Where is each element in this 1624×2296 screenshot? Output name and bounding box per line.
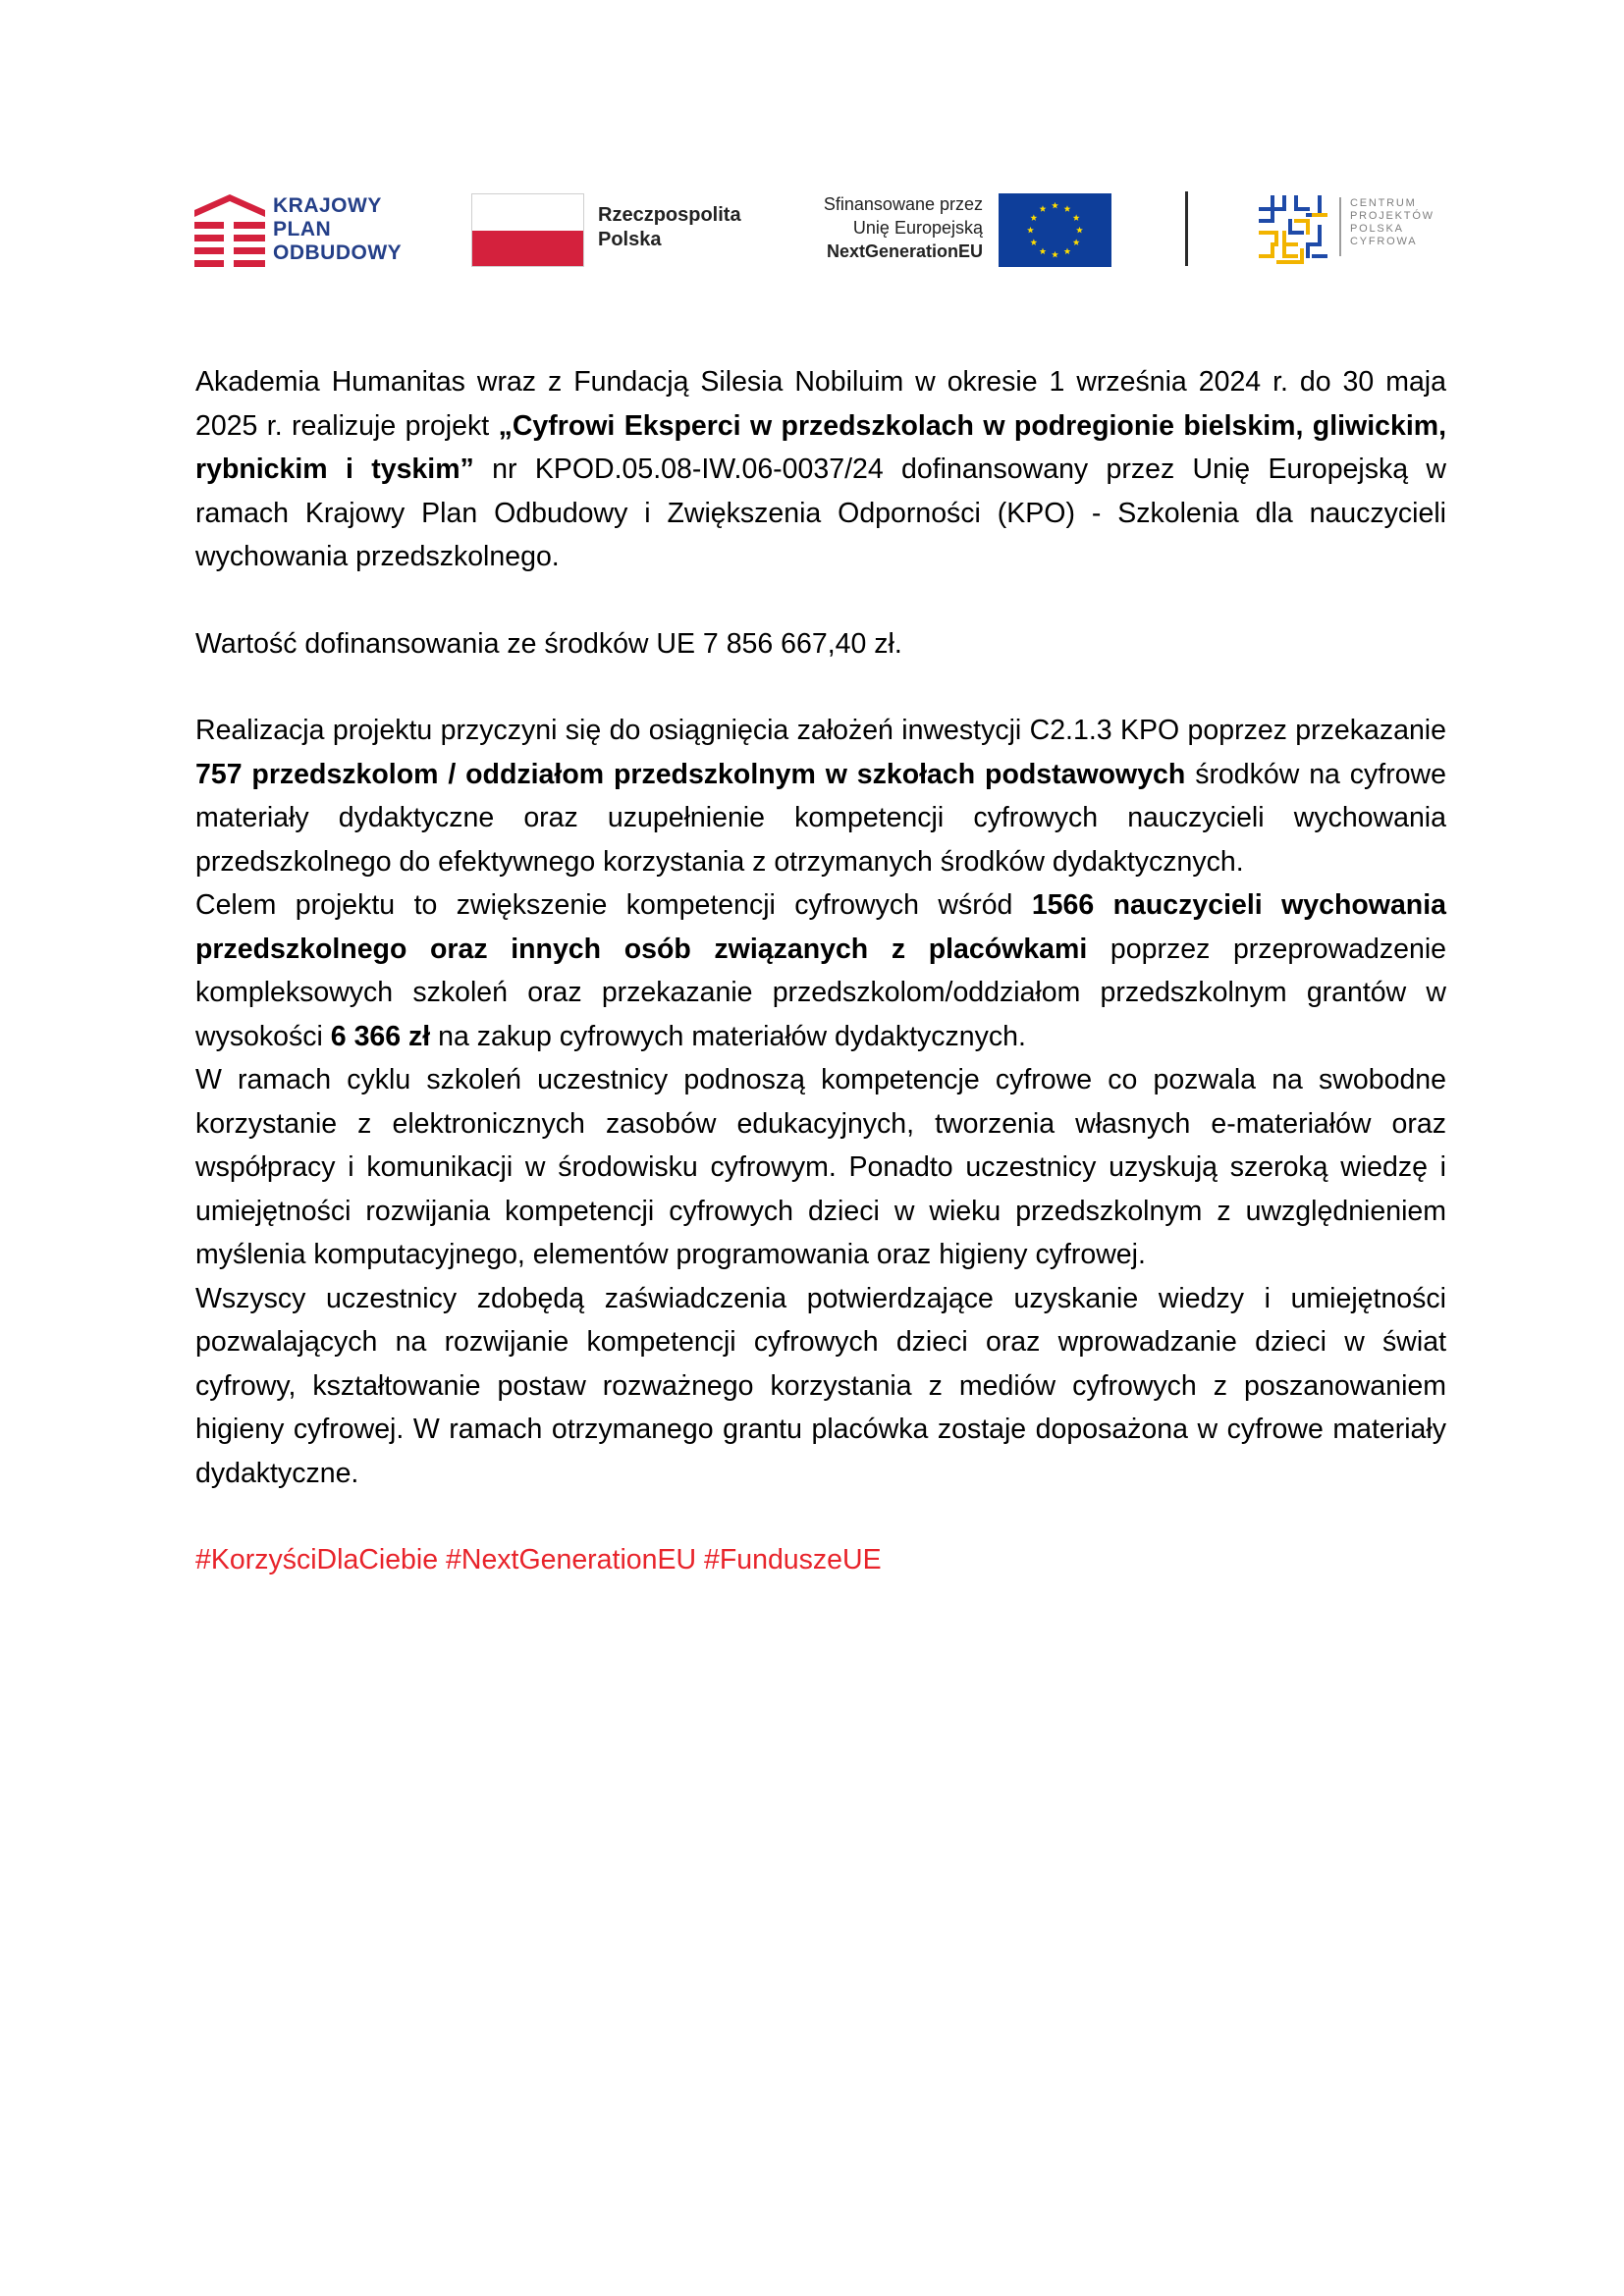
- paragraph-project-intro: [195, 360, 1446, 579]
- paragraph-certificates: Wszyscy uczestnicy zdobędą zaświadczenia potwierdzające uzyskanie wiedzy i umiejętności pozwalających na rozwijanie kompetencji cyfrowych dzieci oraz wprowadzanie dzieci w świat cyfrowy, kształtowanie postaw rozważnego korzystania z mediów cyfrowych z poszanowaniem higieny cyfrowej. W ramach otrzymanego grantu placówka zostaje doposażona w cyfrowe materiały dydaktyczne.: [195, 1282, 1446, 1489]
- project-title: „Cyfrowi Eksperci w przedszkolach w podregionie bielskim, gliwickim, rybnickim i tyskim”: [195, 409, 1447, 485]
- eu-line-3: NextGenerationEU: [826, 241, 983, 261]
- eu-funding-logo: [803, 188, 1122, 277]
- kpo-emblem-icon: [194, 192, 265, 267]
- impact-text-2: środków na cyfrowe materiały dydaktyczne oraz uzupełnienie kompetencji cyfrowych nauczycieli wychowania przedszkolnego do efektywnego korzystania z otrzymanych środków dydaktycznych.: [195, 758, 1446, 878]
- logo-strip: [191, 188, 1443, 277]
- cppc-line-2: PROJEKTÓW: [1350, 210, 1435, 222]
- kpo-line-2: PLAN: [273, 218, 332, 240]
- goal-text-2: poprzez przeprowadzenie kompleksowych szkoleń oraz przekazanie przedszkolom/oddziałom przedszkolnym grantów w wysokości: [195, 933, 1446, 1052]
- kpo-logo: [191, 188, 427, 277]
- cppc-line-4: CYFROWA: [1350, 236, 1418, 247]
- paragraph-training-cycle: W ramach cyklu szkoleń uczestnicy podnoszą kompetencje cyfrowe co pozwala na swobodne korzystanie z elektronicznych zasobów edukacyjnych, tworzenia własnych e-materiałów oraz współpracy i komunikacji w środowisku cyfrowym. Ponadto uczestnicy uzyskują szeroką wiedzę i umiejętności rozwijania kompetencji cyfrowych dzieci w wieku przedszkolnym z uwzględnieniem myślenia komputacyjnego, elementów programowania oraz higieny cyfrowej.: [195, 1064, 1446, 1270]
- eu-flag-icon: [999, 193, 1111, 267]
- rzeczpospolita-logo: [471, 188, 756, 277]
- cppc-line-3: POLSKA: [1350, 223, 1404, 235]
- cppc-separator: [1339, 197, 1341, 256]
- eu-line-1: Sfinansowane przez: [823, 194, 983, 214]
- intro-text-2: nr KPOD.05.08-IW.06-0037/24 dofinansowany przez Unię Europejską w ramach Krajowy Plan Odbudowy i Zwiększenia Odporności (KPO) - Szkolenia dla nauczycieli wychowania przedszkolnego.: [195, 454, 1446, 572]
- goal-text-1: Celem projektu to zwiększenie kompetencji cyfrowych wśród: [195, 889, 1032, 921]
- impact-text-1: Realizacja projektu przyczyni się do osiągnięcia założeń inwestycji C2.1.3 KPO poprzez przekazanie: [195, 715, 1446, 746]
- grant-amount: 6 366 zł: [330, 1020, 431, 1052]
- hashtags: #KorzyściDlaCiebie #NextGenerationEU #FunduszeUE: [195, 1544, 882, 1575]
- goal-text-3: na zakup cyfrowych materiałów dydaktycznych.: [430, 1020, 1026, 1052]
- teacher-count: 1566 nauczycieli wychowania przedszkolnego oraz innych osób związanych z placówkami: [195, 889, 1446, 965]
- intro-text-1: Akademia Humanitas wraz z Fundacją Silesia Nobiluim w okresie 1 września 2024 r. do 30 maja 2025 r. realizuje projekt: [195, 366, 1446, 442]
- preschool-count: 757 przedszkolom / oddziałom przedszkolnym w szkołach podstawowych: [195, 758, 1186, 790]
- document-body: [195, 360, 1446, 1582]
- polish-flag-icon: [471, 193, 584, 267]
- paragraph-project-goal: [195, 883, 1446, 1058]
- rp-line-2: Polska: [598, 229, 662, 250]
- cppc-logo: [1255, 188, 1443, 277]
- cppc-line-1: CENTRUM: [1350, 197, 1417, 209]
- paragraph-project-impact: [195, 709, 1446, 883]
- paragraph-funding-value: Wartość dofinansowania ze środków UE 7 856 667,40 zł.: [195, 627, 902, 660]
- rp-line-1: Rzeczpospolita: [598, 204, 741, 226]
- eu-line-2: Unię Europejską: [852, 218, 983, 238]
- kpo-line-3: ODBUDOWY: [273, 241, 403, 264]
- cppc-maze-icon: [1255, 191, 1331, 268]
- kpo-line-1: KRAJOWY: [273, 194, 382, 217]
- logo-divider: [1185, 191, 1188, 266]
